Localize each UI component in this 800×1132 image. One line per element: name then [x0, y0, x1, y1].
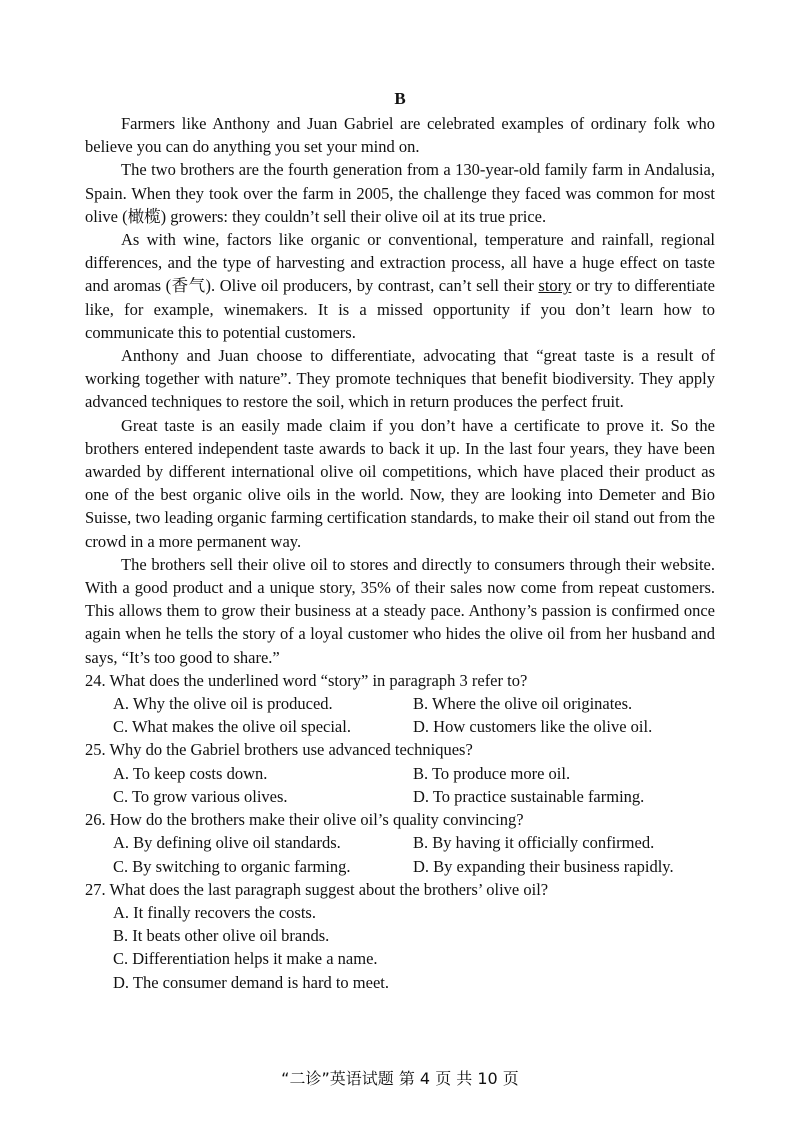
question-26	[85, 808, 715, 878]
options-grid	[113, 762, 715, 808]
option-a[interactable]: A. Why the olive oil is produced.	[113, 694, 333, 714]
option-d[interactable]: D. By expanding their business rapidly.	[413, 856, 674, 876]
question-stem: 27. What does the last paragraph suggest about the brothers’ olive oil?	[85, 879, 549, 899]
section-title: B	[394, 89, 406, 108]
option-b[interactable]: B. By having it officially confirmed.	[413, 833, 655, 853]
paragraph-5: Great taste is an easily made claim if you don’t have a certificate to prove it. So the brothers entered independent taste awards to back it up. In the last four years, they have been awarded by different international olive oil competitions, which have placed their product as one of the best organic olive oils in the world. Now, they are looking into Demeter and Bio Suisse, two leading organic farming certification standards, to make their oil stand out from the crowd in a more permanent way.	[85, 415, 715, 551]
paragraph-6: The brothers sell their olive oil to stores and directly to consumers through their website. With a good product and a unique story, 35% of their sales now come from repeat customers. This allows them to grow their business at a steady pace. Anthony’s passion is confirmed once again when he tells the story of a loyal customer who hides the olive oil from her husband and says, “It’s too good to share.”	[85, 554, 715, 667]
option-d[interactable]: D. To practice sustainable farming.	[413, 786, 645, 806]
paragraph-1: Farmers like Anthony and Juan Gabriel are celebrated examples of ordinary folk who believe you can do anything you set your mind on.	[85, 114, 715, 157]
question-24	[85, 669, 715, 739]
option-c[interactable]: C. Differentiation helps it make a name.	[113, 949, 378, 969]
option-b[interactable]: B. Where the olive oil originates.	[413, 694, 633, 714]
question-stem: 25. Why do the Gabriel brothers use advanced techniques?	[85, 740, 473, 760]
option-c[interactable]: C. By switching to organic farming.	[113, 856, 351, 876]
exam-page	[85, 86, 715, 994]
question-stem: 26. How do the brothers make their olive oil’s quality convincing?	[85, 810, 524, 830]
option-c[interactable]: C. To grow various olives.	[113, 786, 288, 806]
option-a[interactable]: A. It finally recovers the costs.	[113, 902, 316, 922]
option-a[interactable]: A. To keep costs down.	[113, 763, 268, 783]
options-grid	[113, 831, 715, 877]
question-25	[85, 738, 715, 808]
reading-passage	[85, 112, 715, 669]
paragraph-4: Anthony and Juan choose to differentiate, advocating that “great taste is a result of working together with nature”. They promote techniques that benefit biodiversity. They apply advanced techniques to restore the soil, which in return produces the perfect fruit.	[85, 346, 715, 412]
question-stem: 24. What does the underlined word “story” in paragraph 3 refer to?	[85, 670, 528, 690]
option-d[interactable]: D. The consumer demand is hard to meet.	[113, 972, 389, 992]
option-b[interactable]: B. It beats other olive oil brands.	[113, 926, 330, 946]
question-27	[85, 878, 715, 994]
options-grid	[113, 692, 715, 738]
option-d[interactable]: D. How customers like the olive oil.	[413, 717, 653, 737]
paragraph-3-text-before: As with wine, factors like organic or conventional, temperature and rainfall, regional differences, and the type of harvesting and extraction process, all have a huge effect on taste and aromas (香气). Olive oil producers, by contrast, can’t sell their	[85, 230, 715, 296]
option-b[interactable]: B. To produce more oil.	[413, 763, 571, 783]
page-footer: “二诊”英语试题 第 4 页 共 10 页	[281, 1069, 519, 1088]
paragraph-2: The two brothers are the fourth generation from a 130-year-old family farm in Andalusia, Spain. When they took over the farm in 2005, the challenge they faced was common for most olive (橄榄) growers: they couldn’t sell their olive oil at its true price.	[85, 160, 715, 226]
option-a[interactable]: A. By defining olive oil standards.	[113, 833, 341, 853]
options-list	[113, 901, 715, 994]
paragraph-3	[85, 228, 715, 344]
underlined-word-story: story	[538, 276, 572, 296]
option-c[interactable]: C. What makes the olive oil special.	[113, 717, 351, 737]
paragraph-3-text-after: or try to differentiate like, for example, winemakers. It is a missed opportunity if you don’t learn how to communicate this to potential customers.	[85, 276, 715, 342]
